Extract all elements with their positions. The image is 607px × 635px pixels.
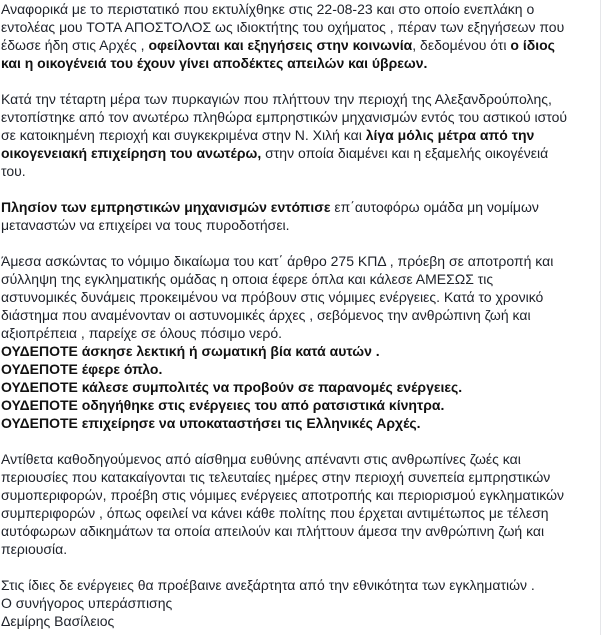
text: εντολέας μου ΤΟΤΑ ΑΠΟΣΤΟΛΟΣ ως ιδιοκτήτης του οχήματος , πέραν των εξηγήσεων που <box>1 19 565 35</box>
text: Στις ίδιες δε ενέργειες θα προέβαινε ανεξάρτητα από την εθνικότητα των εγκληματιών . <box>1 577 535 593</box>
text-line <box>1 18 597 36</box>
text-line <box>1 378 597 396</box>
text-line <box>1 306 597 324</box>
bold-text: και η οικογένειά του έχουν γίνει αποδέκτες απειλών και ύβρεων. <box>1 55 428 71</box>
text: επ΄αυτοφόρω ομάδα μη νομίμων <box>330 199 539 215</box>
bold-text: ΟΥΔΕΠΟΤΕ έφερε όπλο. <box>1 361 163 377</box>
text: του. <box>1 163 26 179</box>
text-line <box>1 216 597 234</box>
bold-text: λίγα μόλις μέτρα από την <box>365 127 535 143</box>
text: περιουσία. <box>1 541 68 557</box>
blank-line <box>1 432 597 450</box>
text: αστυνομικές δυνάμεις προκειμένου να πρόβουν στις νόμιμες ενέργειες. Κατά το χρονικό <box>1 289 544 305</box>
bold-text: ΟΥΔΕΠΟΤΕ οδηγήθηκε στις ενέργειες του από ρατσιστικά κίνητρα. <box>1 397 445 413</box>
text-line <box>1 54 597 72</box>
text-line <box>1 576 597 594</box>
text-line <box>1 90 597 108</box>
text-line <box>1 414 597 432</box>
blank-line <box>1 558 597 576</box>
text: Κατά την τέταρτη μέρα των πυρκαγιών που πλήττουν την περιοχή της Αλεξανδρούπολης, <box>1 91 552 107</box>
post-border <box>600 0 601 635</box>
text: αυτόφωρων αδικημάτων τα οποία απειλούν και πλήττουν άμεσα την ανθρώπινη ζωή και <box>1 523 545 539</box>
text-line <box>1 108 597 126</box>
text: Ο συνήγορος υπεράσπισης <box>1 595 173 611</box>
blank-line <box>1 72 597 90</box>
text: , δεδομένου ότι <box>412 37 511 53</box>
text: μεταναστών να επιχείρει να τους πυροδοτήσει. <box>1 217 290 233</box>
text-line <box>1 36 597 54</box>
blank-line <box>1 234 597 252</box>
post-body <box>1 0 597 630</box>
text-line <box>1 504 597 522</box>
text-line <box>1 342 597 360</box>
bold-text: ΟΥΔΕΠΟΤΕ άσκησε λεκτική ή σωματική βία κατά αυτών . <box>1 343 380 359</box>
text-line <box>1 126 597 144</box>
bold-text: ο ίδιος <box>510 37 555 53</box>
text-line <box>1 288 597 306</box>
bold-text: οικογενειακή επιχείρηση του ανωτέρω, <box>1 145 262 161</box>
text: συμοπεριφορών, προέβη στις νόμιμες ενέργειες αποτροπής και περιορισμού εγκληματικών <box>1 487 565 503</box>
text: Αναφορικά με το περιστατικό που εκτυλίχθηκε στις 22-08-23 και στο οποίο ενεπλάκη ο <box>1 1 535 17</box>
text: έδωσε ήδη στις Αρχές , <box>1 37 149 53</box>
text-line <box>1 396 597 414</box>
text: Άμεσα ασκώντας το νόμιμο δικαίωμα του κατ΄ άρθρο 275 ΚΠΔ , πρόεβη σε αποτροπή και <box>1 253 554 269</box>
text-line <box>1 144 597 162</box>
text-line <box>1 594 597 612</box>
text-line <box>1 612 597 630</box>
text: περιουσίες που κατακαίγονται τις τελευταίες ημέρες στην περιοχή συνεπεία εμπρηστικών <box>1 469 551 485</box>
bold-text: Πλησίον των εμπρηστικών μηχανισμών εντόπισε <box>1 199 331 215</box>
bold-text: οφείλονται και εξηγήσεις στην κοινωνία <box>148 37 413 53</box>
text-line <box>1 270 597 288</box>
text-line <box>1 162 597 180</box>
text: εντοπίστηκε από τον ανωτέρω πληθώρα εμπρηστικών μηχανισμών εντός του αστικού ιστού <box>1 109 568 125</box>
text-line <box>1 468 597 486</box>
text: Αντίθετα καθοδηγούμενος από αίσθημα ευθύνης απέναντι στις ανθρωπίνες ζωές και <box>1 451 521 467</box>
text-line <box>1 522 597 540</box>
bold-text: ΟΥΔΕΠΟΤΕ επιχείρησε να υποκαταστήσει τις Ελληνικές Αρχές. <box>1 415 421 431</box>
blank-line <box>1 180 597 198</box>
text-line <box>1 540 597 558</box>
text: αξιοπρέπεια , παρείχε σε όλους πόσιμο νερό. <box>1 325 283 341</box>
text-line <box>1 324 597 342</box>
text: διάστημα που αναμένονταν οι αστυνομικές άρχες , σεβόμενος την ανθρώπινη ζωή και <box>1 307 531 323</box>
text-line <box>1 0 597 18</box>
text-line <box>1 450 597 468</box>
text: Δεμίρης Βασίλειος <box>1 613 115 629</box>
text-line <box>1 486 597 504</box>
text: στην οποία διαμένει και η εξαμελής οικογένειά <box>261 145 549 161</box>
text-line <box>1 360 597 378</box>
text: σε κατοικημένη περιοχή και συγκεκριμένα στην Ν. Χιλή και <box>1 127 366 143</box>
text: σύλληψη της εγκληματικής ομάδας η οποια έφερε όπλα και κάλεσε ΑΜΕΣΩΣ τις <box>1 271 494 287</box>
text-line <box>1 252 597 270</box>
bold-text: ΟΥΔΕΠΟΤΕ κάλεσε συμπολιτές να προβούν σε παρανομές ενέργειες. <box>1 379 463 395</box>
text: συμπεριφορών , όπως οφειλεί να κάνει κάθε πολίτης που έρχεται αντιμέτωπος με τέλεση <box>1 505 549 521</box>
text-line <box>1 198 597 216</box>
